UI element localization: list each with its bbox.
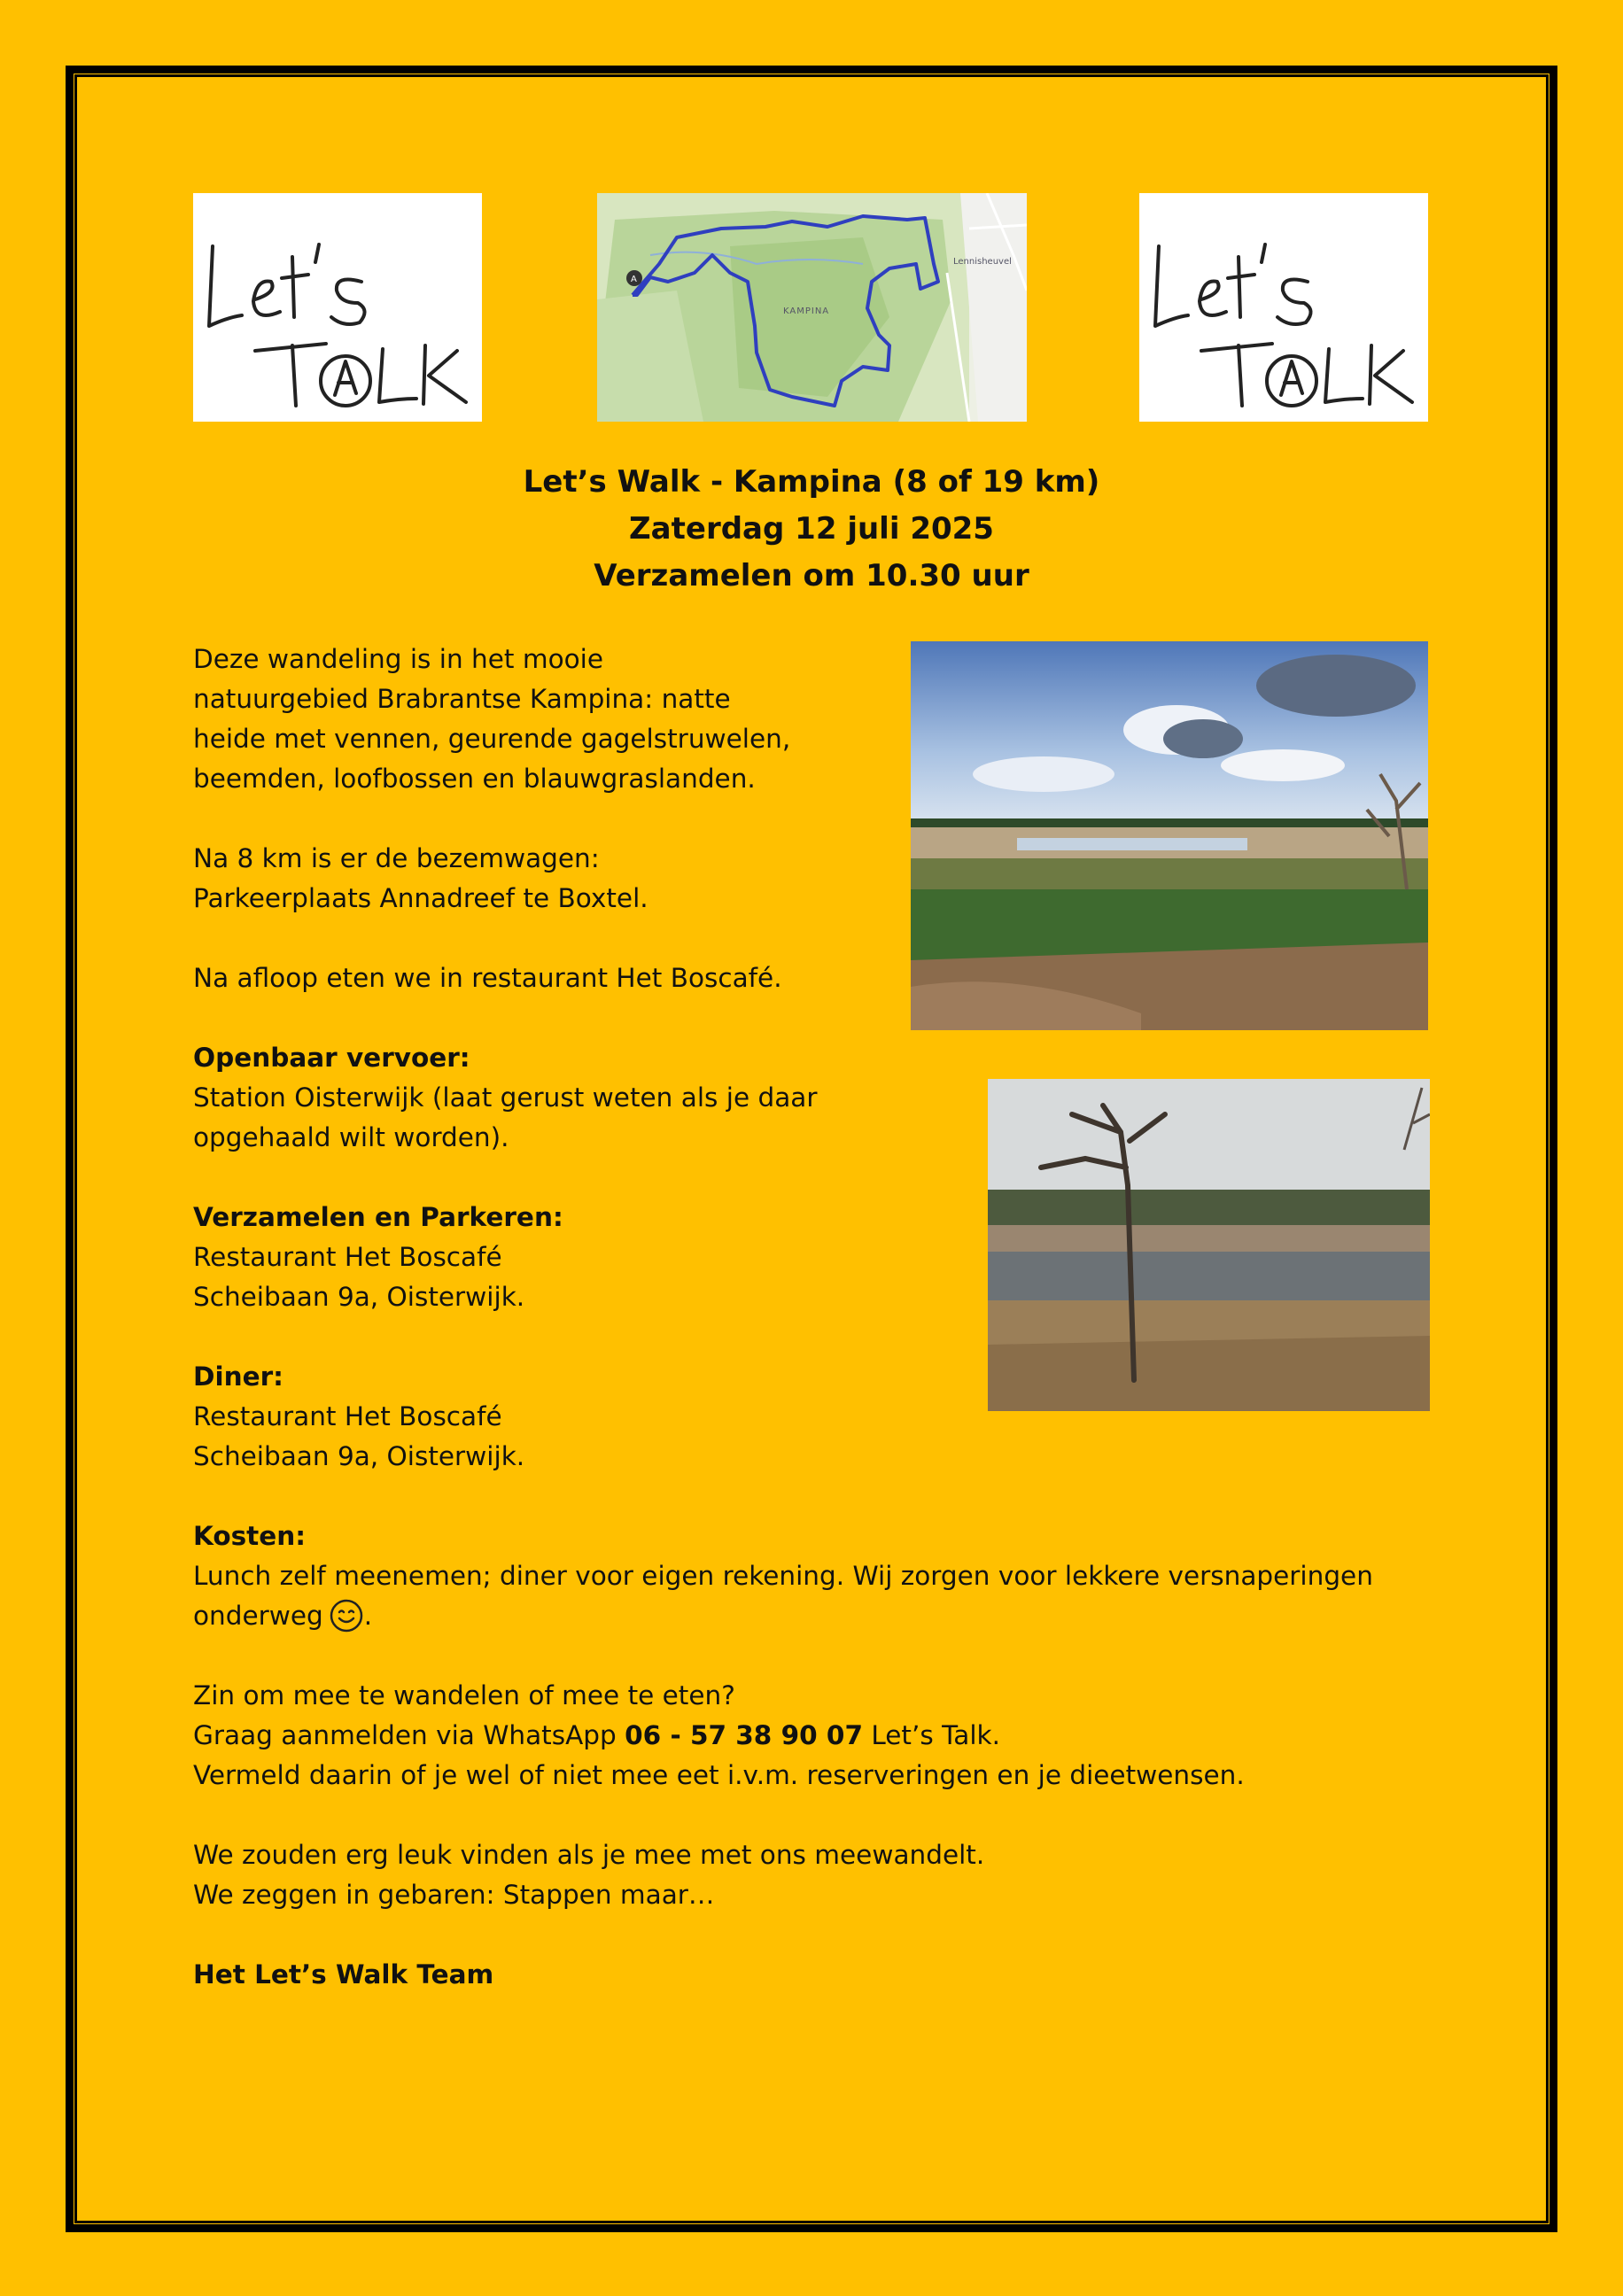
lets-talk-logo-left: [193, 193, 482, 422]
dinner-heading: Diner:: [193, 1361, 283, 1392]
intro-line: heide met vennen, geurende gagelstruwelen,: [193, 724, 791, 754]
sweep-line: Na 8 km is er de bezemwagen:: [193, 843, 600, 873]
event-date: Zaterdag 12 juli 2025: [629, 511, 994, 547]
costs-line-start: onderweg: [193, 1601, 323, 1631]
signup-line-start: Graag aanmelden via WhatsApp: [193, 1720, 625, 1750]
costs-line: [193, 1596, 1451, 1636]
lets-talk-logo-right: [1139, 193, 1428, 422]
transport-section: [193, 1038, 1451, 1158]
costs-heading: Kosten:: [193, 1521, 307, 1551]
signup-note: Vermeld daarin of je wel of niet mee eet i.v.m. reserveringen en je dieetwensen.: [193, 1760, 1245, 1790]
signup-line: [193, 1716, 1451, 1756]
event-title: Let’s Walk - Kampina (8 of 19 km): [523, 464, 1100, 500]
closing-section: [193, 1835, 1451, 1915]
parking-line: Scheibaan 9a, Oisterwijk.: [193, 1282, 525, 1312]
whatsapp-phone-number[interactable]: 06 - 57 38 90 07: [625, 1720, 863, 1750]
closing-line: We zeggen in gebaren: Stappen maar…: [193, 1880, 715, 1910]
sweep-paragraph: [193, 839, 1451, 919]
transport-line: opgehaald wilt worden).: [193, 1122, 509, 1152]
after-paragraph: [193, 958, 1451, 998]
closing-line: We zouden erg leuk vinden als je mee met ons meewandelt.: [193, 1840, 985, 1870]
intro-line: natuurgebied Brabrantse Kampina: natte: [193, 684, 731, 714]
parking-heading: Verzamelen en Parkeren:: [193, 1202, 563, 1232]
lets-talk-logo-drawing: [193, 193, 482, 422]
sweep-line: Parkeerplaats Annadreef te Boxtel.: [193, 883, 648, 913]
event-gather-time: Verzamelen om 10.30 uur: [594, 558, 1029, 593]
signup-section: [193, 1676, 1451, 1796]
smiling-face-icon: [329, 1598, 364, 1633]
map-town-label: Lennisheuvel: [953, 257, 1012, 267]
dinner-section: [193, 1357, 1451, 1477]
costs-line: Lunch zelf meenemen; diner voor eigen rekening. Wij zorgen voor lekkere versnaperingen: [193, 1561, 1373, 1591]
intro-paragraph: [193, 640, 1451, 799]
dinner-line: Scheibaan 9a, Oisterwijk.: [193, 1441, 525, 1471]
signup-line-end: Let’s Talk.: [862, 1720, 1000, 1750]
costs-line-end: .: [363, 1601, 373, 1631]
costs-section: [193, 1516, 1451, 1636]
transport-line: Station Oisterwijk (laat gerust weten als je daar: [193, 1082, 818, 1113]
signature: Het Let’s Walk Team: [193, 1959, 494, 1990]
map-area-label: KAMPINA: [783, 306, 830, 316]
after-line: Na afloop eten we in restaurant Het Boscafé.: [193, 963, 782, 993]
event-header: [0, 459, 1623, 600]
lets-talk-logo-drawing: [1139, 193, 1428, 422]
transport-heading: Openbaar vervoer:: [193, 1043, 470, 1073]
intro-line: beemden, loofbossen en blauwgraslanden.: [193, 764, 756, 794]
intro-line: Deze wandeling is in het mooie: [193, 644, 604, 674]
event-description: [193, 640, 1451, 1995]
signup-question: Zin om mee te wandelen of mee te eten?: [193, 1680, 735, 1710]
route-map: [597, 193, 1027, 422]
parking-line: Restaurant Het Boscafé: [193, 1242, 502, 1272]
start-marker: A: [631, 275, 637, 284]
dinner-line: Restaurant Het Boscafé: [193, 1401, 502, 1431]
signature-section: [193, 1955, 1451, 1995]
parking-section: [193, 1198, 1451, 1317]
